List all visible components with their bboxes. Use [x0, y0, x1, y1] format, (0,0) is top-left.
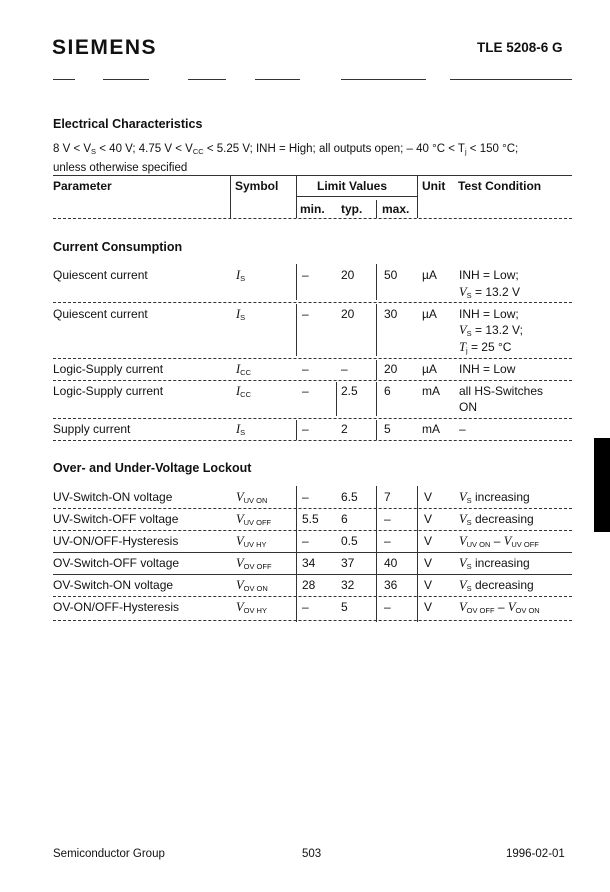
table-row-typ: 6: [341, 512, 348, 526]
table-row-symbol: $V_{UV ON}$: [236, 490, 268, 505]
table-row-condition: $V_S$ decreasing: [459, 578, 534, 593]
table-row-condition: INH = Low: [459, 362, 516, 376]
table-row-param: OV-Switch-ON voltage: [53, 578, 174, 592]
row-rule: [53, 508, 572, 509]
table-row-symbol: $V_{UV HY}$: [236, 534, 267, 549]
table-row-symbol: $I_{CC}$: [236, 362, 252, 377]
table-row-typ: –: [341, 362, 348, 376]
header-rule: [188, 79, 226, 80]
table-row-typ: 2.5: [341, 384, 358, 398]
header-bottom-rule: [53, 218, 572, 219]
table-row-condition: $V_S$ increasing: [459, 556, 530, 571]
table-row-unit: mA: [422, 422, 440, 436]
row-rule: [53, 358, 572, 359]
col-header-symbol: Symbol: [235, 179, 279, 193]
table-row-min: –: [302, 307, 309, 321]
table-row-typ: 20: [341, 307, 355, 321]
table-row-unit: V: [424, 600, 433, 614]
table-row-min: –: [302, 490, 309, 504]
table-row-condition: –: [459, 422, 466, 436]
table-row-typ: 0.5: [341, 534, 358, 548]
footer-date: 1996-02-01: [506, 848, 565, 860]
table-row-min: –: [302, 362, 309, 376]
table-row-param: OV-ON/OFF-Hysteresis: [53, 600, 180, 614]
row-rule: [53, 574, 572, 575]
header-rule: [341, 79, 426, 80]
table-row-min: –: [302, 268, 309, 282]
table-row-typ: 20: [341, 268, 355, 282]
table-row-symbol: $I_S$: [236, 422, 246, 437]
table-row-unit: V: [424, 534, 433, 548]
table-row-condition: $V_{UV ON} - V_{UV OFF}$: [459, 534, 539, 549]
col-divider: [376, 264, 377, 300]
table-row-condition: INH = Low;: [459, 268, 519, 282]
col-divider: [296, 264, 297, 300]
table-row-unit: µA: [422, 268, 437, 282]
row-rule: [53, 552, 572, 553]
conditions-text: 8 $V < V_S < 40$ V; 4.75 $V < V_{CC} < 5.25$ V; INH = High; all outputs open; – 40 $^\circ C < T_j < 150$ °C; unless otherwise specified: [53, 143, 519, 174]
table-row-unit: V: [424, 512, 433, 526]
col-header-test-condition: Test Condition: [458, 179, 542, 193]
table-row-symbol: $V_{OV ON}$: [236, 578, 268, 593]
col-divider: [417, 176, 418, 218]
table-row-unit: V: [424, 578, 433, 592]
col-header-parameter: Parameter: [53, 179, 112, 193]
col-divider: [296, 420, 297, 440]
table-row-param: Supply current: [53, 422, 131, 436]
table-row-param: Logic-Supply current: [53, 362, 164, 376]
table-row-min: 5.5: [302, 512, 319, 526]
table-row-unit: V: [424, 490, 433, 504]
col-header-min: min.: [300, 202, 325, 216]
table-row-min: –: [302, 422, 309, 436]
table-row-min: –: [302, 600, 309, 614]
table-row-max: –: [384, 600, 391, 614]
table-row-symbol: $I_{CC}$: [236, 384, 252, 399]
table-row-condition: $V_S$ decreasing: [459, 512, 534, 527]
table-row-min: –: [302, 534, 309, 548]
table-row-param: UV-ON/OFF-Hysteresis: [53, 534, 179, 548]
row-rule: [53, 596, 572, 597]
table-row-param: Quiescent current: [53, 307, 148, 321]
row-rule: [53, 620, 572, 621]
header-rule: [53, 79, 75, 80]
row-rule: [53, 440, 572, 441]
col-divider: [376, 304, 377, 356]
table-row-min: 28: [302, 578, 316, 592]
section-tab-marker: [594, 438, 610, 532]
table-row-max: 36: [384, 578, 398, 592]
table-row-max: –: [384, 512, 391, 526]
table-row-max: 20: [384, 362, 398, 376]
table-row-condition: $V_S = 13.2$ V;: [459, 323, 523, 338]
table-row-unit: µA: [422, 307, 437, 321]
table-top-rule: [53, 175, 572, 176]
col-divider: [296, 176, 297, 218]
table-row-param: UV-Switch-ON voltage: [53, 490, 173, 504]
table-row-unit: V: [424, 556, 433, 570]
row-rule: [53, 418, 572, 419]
table-row-symbol: $V_{OV HY}$: [236, 600, 267, 615]
header-rule: [103, 79, 149, 80]
table-row-condition: $V_S = 13.2$ V: [459, 285, 521, 300]
table-row-max: 6: [384, 384, 391, 398]
col-divider: [376, 200, 377, 218]
table-row-symbol: $V_{UV OFF}$: [236, 512, 272, 527]
col-divider: [376, 382, 377, 416]
table-row-max: 7: [384, 490, 391, 504]
group-title-current-consumption: Current Consumption: [53, 240, 183, 254]
table-row-condition: $V_S$ increasing: [459, 490, 530, 505]
header-rule: [450, 79, 572, 80]
table-row-symbol: $V_{OV OFF}$: [236, 556, 272, 571]
footer-page-number: 503: [302, 848, 322, 860]
table-row-symbol: $I_S$: [236, 268, 246, 283]
col-divider: [296, 486, 297, 622]
brand-logo: SIEMENS: [52, 36, 158, 59]
table-row-condition: INH = Low;: [459, 307, 519, 321]
limit-values-rule: [296, 196, 417, 197]
table-row-param: Quiescent current: [53, 268, 148, 282]
table-row-max: 30: [384, 307, 398, 321]
col-divider: [376, 486, 377, 622]
table-row-typ: 2: [341, 422, 348, 436]
col-divider: [376, 420, 377, 440]
col-header-unit: Unit: [422, 179, 446, 193]
col-divider: [417, 486, 418, 622]
table-row-condition: all HS-Switches: [459, 384, 544, 398]
table-row-condition: $V_{OV OFF} - V_{OV ON}$: [459, 600, 540, 615]
col-divider: [376, 360, 377, 380]
table-row-typ: 37: [341, 556, 355, 570]
table-row-min: –: [302, 384, 309, 398]
col-divider: [296, 304, 297, 356]
col-header-max: max.: [382, 202, 410, 216]
table-row-condition: ON: [459, 400, 477, 414]
header-rule: [255, 79, 300, 80]
footer-company: Semiconductor Group: [53, 848, 165, 860]
col-divider: [230, 176, 231, 218]
group-title-voltage-lockout: Over- and Under-Voltage Lockout: [53, 461, 252, 475]
table-row-min: 34: [302, 556, 316, 570]
table-row-unit: mA: [422, 384, 440, 398]
table-row-unit: µA: [422, 362, 437, 376]
table-row-param: UV-Switch-OFF voltage: [53, 512, 179, 526]
table-row-typ: 5: [341, 600, 348, 614]
col-header-typ: typ.: [341, 202, 363, 216]
section-title: Electrical Characteristics: [53, 117, 203, 131]
table-row-param: OV-Switch-OFF voltage: [53, 556, 180, 570]
row-rule: [53, 302, 572, 303]
table-row-max: 5: [384, 422, 391, 436]
col-header-limit-values: Limit Values: [317, 179, 388, 193]
table-row-symbol: $I_S$: [236, 307, 246, 322]
table-row-max: –: [384, 534, 391, 548]
table-row-max: 50: [384, 268, 398, 282]
table-row-typ: 32: [341, 578, 355, 592]
row-rule: [53, 380, 572, 381]
table-row-typ: 6.5: [341, 490, 358, 504]
col-divider: [336, 382, 337, 416]
table-row-param: Logic-Supply current: [53, 384, 164, 398]
table-row-condition: $T_j = 25$ °C: [459, 340, 512, 355]
part-number: TLE 5208-6 G: [477, 40, 563, 55]
table-row-max: 40: [384, 556, 398, 570]
row-rule: [53, 530, 572, 531]
